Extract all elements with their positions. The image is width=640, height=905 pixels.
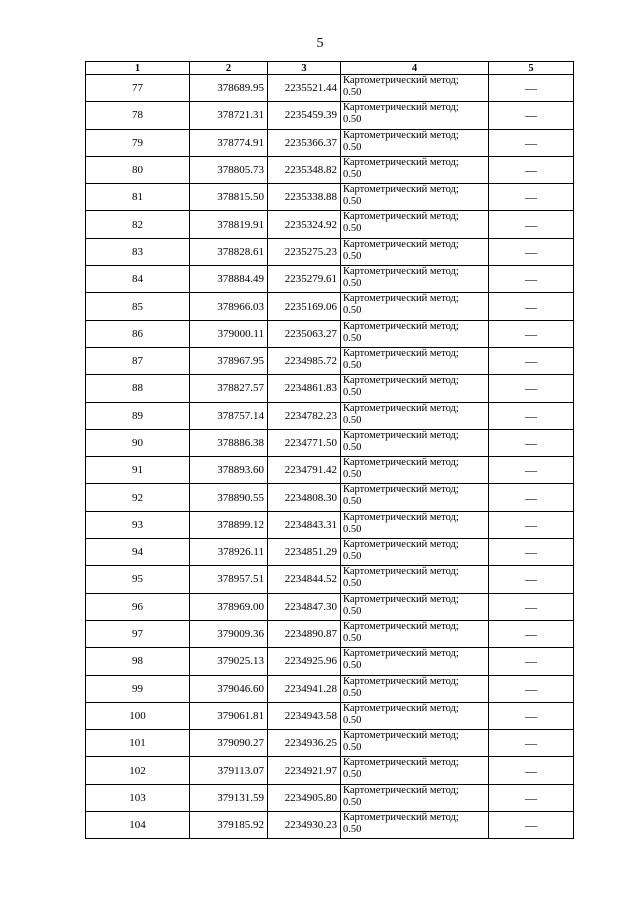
x-coordinate-cell: 378926.11 xyxy=(190,539,268,566)
method-text: Картометрический метод; xyxy=(343,184,459,196)
x-coordinate-cell: 378967.95 xyxy=(190,347,268,374)
method-cell xyxy=(341,648,489,675)
precision-text: 0.50 xyxy=(343,605,362,617)
precision-text: 0.50 xyxy=(343,660,362,672)
table-row xyxy=(86,156,574,183)
note-cell: — xyxy=(489,648,574,675)
method-cell xyxy=(341,320,489,347)
y-coordinate-cell: 2234925.96 xyxy=(268,648,341,675)
method-cell xyxy=(341,293,489,320)
table-row xyxy=(86,347,574,374)
point-number-cell: 83 xyxy=(86,238,190,265)
y-coordinate-cell: 2234791.42 xyxy=(268,457,341,484)
precision-text: 0.50 xyxy=(343,742,362,754)
table-row xyxy=(86,675,574,702)
y-coordinate-cell: 2235169.06 xyxy=(268,293,341,320)
x-coordinate-cell: 378957.51 xyxy=(190,566,268,593)
note-cell: — xyxy=(489,129,574,156)
table-row xyxy=(86,730,574,757)
precision-text: 0.50 xyxy=(343,278,362,290)
point-number-cell: 92 xyxy=(86,484,190,511)
x-coordinate-cell: 379046.60 xyxy=(190,675,268,702)
note-cell: — xyxy=(489,156,574,183)
x-coordinate-cell: 379009.36 xyxy=(190,620,268,647)
precision-text: 0.50 xyxy=(343,141,362,153)
precision-text: 0.50 xyxy=(343,114,362,126)
table-row xyxy=(86,184,574,211)
note-cell: — xyxy=(489,566,574,593)
table-row xyxy=(86,266,574,293)
method-cell xyxy=(341,429,489,456)
y-coordinate-cell: 2234936.25 xyxy=(268,730,341,757)
y-coordinate-cell: 2235348.82 xyxy=(268,156,341,183)
method-cell xyxy=(341,539,489,566)
table-row xyxy=(86,593,574,620)
method-cell xyxy=(341,784,489,811)
precision-text: 0.50 xyxy=(343,359,362,371)
table-row xyxy=(86,457,574,484)
precision-text: 0.50 xyxy=(343,769,362,781)
method-cell xyxy=(341,102,489,129)
page-number: 5 xyxy=(316,36,324,51)
method-text: Картометрический метод; xyxy=(343,102,459,114)
point-number-cell: 100 xyxy=(86,702,190,729)
note-cell: — xyxy=(489,375,574,402)
note-cell: — xyxy=(489,347,574,374)
method-text: Картометрический метод; xyxy=(343,812,459,824)
x-coordinate-cell: 379061.81 xyxy=(190,702,268,729)
table-row xyxy=(86,757,574,784)
note-cell: — xyxy=(489,539,574,566)
point-number-cell: 96 xyxy=(86,593,190,620)
method-cell xyxy=(341,156,489,183)
y-coordinate-cell: 2235338.88 xyxy=(268,184,341,211)
table-row xyxy=(86,402,574,429)
precision-text: 0.50 xyxy=(343,796,362,808)
method-cell xyxy=(341,702,489,729)
header-row xyxy=(86,62,574,75)
y-coordinate-cell: 2234890.87 xyxy=(268,620,341,647)
note-cell: — xyxy=(489,484,574,511)
y-coordinate-cell: 2234847.30 xyxy=(268,593,341,620)
x-coordinate-cell: 378827.57 xyxy=(190,375,268,402)
method-text: Картометрический метод; xyxy=(343,511,459,523)
precision-text: 0.50 xyxy=(343,305,362,317)
point-number-cell: 84 xyxy=(86,266,190,293)
note-cell: — xyxy=(489,402,574,429)
column-header-3: 3 xyxy=(268,62,341,75)
method-text: Картометрический метод; xyxy=(343,266,459,278)
note-cell: — xyxy=(489,702,574,729)
method-cell xyxy=(341,184,489,211)
point-number-cell: 85 xyxy=(86,293,190,320)
y-coordinate-cell: 2234808.30 xyxy=(268,484,341,511)
method-text: Картометрический метод; xyxy=(343,620,459,632)
method-cell xyxy=(341,129,489,156)
method-text: Картометрический метод; xyxy=(343,757,459,769)
x-coordinate-cell: 378893.60 xyxy=(190,457,268,484)
table-row xyxy=(86,648,574,675)
table-row xyxy=(86,484,574,511)
precision-text: 0.50 xyxy=(343,387,362,399)
y-coordinate-cell: 2234905.80 xyxy=(268,784,341,811)
point-number-cell: 98 xyxy=(86,648,190,675)
precision-text: 0.50 xyxy=(343,578,362,590)
x-coordinate-cell: 378721.31 xyxy=(190,102,268,129)
note-cell: — xyxy=(489,184,574,211)
y-coordinate-cell: 2234844.52 xyxy=(268,566,341,593)
method-cell xyxy=(341,211,489,238)
y-coordinate-cell: 2235279.61 xyxy=(268,266,341,293)
method-text: Картометрический метод; xyxy=(343,75,459,86)
x-coordinate-cell: 379025.13 xyxy=(190,648,268,675)
y-coordinate-cell: 2234985.72 xyxy=(268,347,341,374)
y-coordinate-cell: 2234771.50 xyxy=(268,429,341,456)
x-coordinate-cell: 378828.61 xyxy=(190,238,268,265)
note-cell: — xyxy=(489,511,574,538)
column-header-5: 5 xyxy=(489,62,574,75)
method-cell xyxy=(341,730,489,757)
coordinates-table-container xyxy=(85,61,574,839)
method-text: Картометрический метод; xyxy=(343,566,459,578)
point-number-cell: 97 xyxy=(86,620,190,647)
table-row xyxy=(86,102,574,129)
y-coordinate-cell: 2234921.97 xyxy=(268,757,341,784)
method-text: Картометрический метод; xyxy=(343,784,459,796)
point-number-cell: 89 xyxy=(86,402,190,429)
note-cell: — xyxy=(489,266,574,293)
method-cell xyxy=(341,484,489,511)
table-row xyxy=(86,812,574,839)
table-row xyxy=(86,375,574,402)
table-row xyxy=(86,539,574,566)
method-text: Картометрический метод; xyxy=(343,457,459,469)
x-coordinate-cell: 379090.27 xyxy=(190,730,268,757)
point-number-cell: 101 xyxy=(86,730,190,757)
point-number-cell: 81 xyxy=(86,184,190,211)
method-text: Картометрический метод; xyxy=(343,593,459,605)
column-header-1: 1 xyxy=(86,62,190,75)
x-coordinate-cell: 378815.50 xyxy=(190,184,268,211)
note-cell: — xyxy=(489,812,574,839)
precision-text: 0.50 xyxy=(343,223,362,235)
point-number-cell: 95 xyxy=(86,566,190,593)
precision-text: 0.50 xyxy=(343,196,362,208)
y-coordinate-cell: 2235275.23 xyxy=(268,238,341,265)
method-text: Картометрический метод; xyxy=(343,238,459,250)
method-cell xyxy=(341,75,489,102)
point-number-cell: 99 xyxy=(86,675,190,702)
y-coordinate-cell: 2234851.29 xyxy=(268,539,341,566)
point-number-cell: 94 xyxy=(86,539,190,566)
x-coordinate-cell: 378969.00 xyxy=(190,593,268,620)
method-cell xyxy=(341,347,489,374)
note-cell: — xyxy=(489,320,574,347)
note-cell: — xyxy=(489,784,574,811)
column-header-4: 4 xyxy=(341,62,489,75)
precision-text: 0.50 xyxy=(343,441,362,453)
point-number-cell: 103 xyxy=(86,784,190,811)
method-text: Картометрический метод; xyxy=(343,648,459,660)
note-cell: — xyxy=(489,211,574,238)
method-text: Картометрический метод; xyxy=(343,293,459,305)
method-text: Картометрический метод; xyxy=(343,429,459,441)
y-coordinate-cell: 2234843.31 xyxy=(268,511,341,538)
precision-text: 0.50 xyxy=(343,632,362,644)
note-cell: — xyxy=(489,75,574,102)
x-coordinate-cell: 378886.38 xyxy=(190,429,268,456)
point-number-cell: 78 xyxy=(86,102,190,129)
table-row xyxy=(86,129,574,156)
note-cell: — xyxy=(489,593,574,620)
y-coordinate-cell: 2234861.83 xyxy=(268,375,341,402)
note-cell: — xyxy=(489,238,574,265)
precision-text: 0.50 xyxy=(343,414,362,426)
y-coordinate-cell: 2235366.37 xyxy=(268,129,341,156)
note-cell: — xyxy=(489,730,574,757)
method-text: Картометрический метод; xyxy=(343,347,459,359)
point-number-cell: 77 xyxy=(86,75,190,102)
precision-text: 0.50 xyxy=(343,469,362,481)
x-coordinate-cell: 378884.49 xyxy=(190,266,268,293)
x-coordinate-cell: 378899.12 xyxy=(190,511,268,538)
precision-text: 0.50 xyxy=(343,168,362,180)
precision-text: 0.50 xyxy=(343,687,362,699)
y-coordinate-cell: 2234930.23 xyxy=(268,812,341,839)
note-cell: — xyxy=(489,102,574,129)
x-coordinate-cell: 378805.73 xyxy=(190,156,268,183)
point-number-cell: 102 xyxy=(86,757,190,784)
precision-text: 0.50 xyxy=(343,87,362,98)
precision-text: 0.50 xyxy=(343,250,362,262)
method-cell xyxy=(341,511,489,538)
method-cell xyxy=(341,375,489,402)
column-header-2: 2 xyxy=(190,62,268,75)
x-coordinate-cell: 379000.11 xyxy=(190,320,268,347)
method-text: Картометрический метод; xyxy=(343,402,459,414)
y-coordinate-cell: 2235459.39 xyxy=(268,102,341,129)
table-row xyxy=(86,511,574,538)
table-row xyxy=(86,702,574,729)
method-cell xyxy=(341,593,489,620)
point-number-cell: 80 xyxy=(86,156,190,183)
precision-text: 0.50 xyxy=(343,714,362,726)
x-coordinate-cell: 378774.91 xyxy=(190,129,268,156)
method-cell xyxy=(341,566,489,593)
method-text: Картометрический метод; xyxy=(343,375,459,387)
note-cell: — xyxy=(489,429,574,456)
table-row xyxy=(86,238,574,265)
point-number-cell: 86 xyxy=(86,320,190,347)
point-number-cell: 82 xyxy=(86,211,190,238)
y-coordinate-cell: 2235521.44 xyxy=(268,75,341,102)
point-number-cell: 79 xyxy=(86,129,190,156)
table-row xyxy=(86,429,574,456)
precision-text: 0.50 xyxy=(343,332,362,344)
table-header xyxy=(86,62,574,75)
note-cell: — xyxy=(489,457,574,484)
x-coordinate-cell: 378689.95 xyxy=(190,75,268,102)
x-coordinate-cell: 379113.07 xyxy=(190,757,268,784)
x-coordinate-cell: 378819.91 xyxy=(190,211,268,238)
y-coordinate-cell: 2235063.27 xyxy=(268,320,341,347)
note-cell: — xyxy=(489,620,574,647)
y-coordinate-cell: 2235324.92 xyxy=(268,211,341,238)
table-row xyxy=(86,75,574,102)
method-cell xyxy=(341,675,489,702)
precision-text: 0.50 xyxy=(343,824,362,836)
y-coordinate-cell: 2234943.58 xyxy=(268,702,341,729)
method-text: Картометрический метод; xyxy=(343,730,459,742)
method-text: Картометрический метод; xyxy=(343,484,459,496)
y-coordinate-cell: 2234941.28 xyxy=(268,675,341,702)
x-coordinate-cell: 378890.55 xyxy=(190,484,268,511)
table-row xyxy=(86,320,574,347)
table-row xyxy=(86,784,574,811)
point-number-cell: 87 xyxy=(86,347,190,374)
method-text: Картометрический метод; xyxy=(343,702,459,714)
method-cell xyxy=(341,457,489,484)
note-cell: — xyxy=(489,675,574,702)
method-cell xyxy=(341,812,489,839)
precision-text: 0.50 xyxy=(343,523,362,535)
coordinates-table xyxy=(85,61,574,839)
method-text: Картометрический метод; xyxy=(343,320,459,332)
x-coordinate-cell: 378966.03 xyxy=(190,293,268,320)
method-cell xyxy=(341,757,489,784)
method-cell xyxy=(341,266,489,293)
table-body xyxy=(86,75,574,839)
table-row xyxy=(86,293,574,320)
table-row xyxy=(86,211,574,238)
x-coordinate-cell: 379131.59 xyxy=(190,784,268,811)
method-cell xyxy=(341,620,489,647)
method-text: Картометрический метод; xyxy=(343,675,459,687)
method-text: Картометрический метод; xyxy=(343,156,459,168)
method-text: Картометрический метод; xyxy=(343,129,459,141)
x-coordinate-cell: 379185.92 xyxy=(190,812,268,839)
table-row xyxy=(86,566,574,593)
table-row xyxy=(86,620,574,647)
method-cell xyxy=(341,402,489,429)
precision-text: 0.50 xyxy=(343,551,362,563)
y-coordinate-cell: 2234782.23 xyxy=(268,402,341,429)
precision-text: 0.50 xyxy=(343,496,362,508)
x-coordinate-cell: 378757.14 xyxy=(190,402,268,429)
method-text: Картометрический метод; xyxy=(343,539,459,551)
method-cell xyxy=(341,238,489,265)
point-number-cell: 91 xyxy=(86,457,190,484)
point-number-cell: 88 xyxy=(86,375,190,402)
point-number-cell: 90 xyxy=(86,429,190,456)
note-cell: — xyxy=(489,293,574,320)
method-text: Картометрический метод; xyxy=(343,211,459,223)
point-number-cell: 93 xyxy=(86,511,190,538)
note-cell: — xyxy=(489,757,574,784)
point-number-cell: 104 xyxy=(86,812,190,839)
